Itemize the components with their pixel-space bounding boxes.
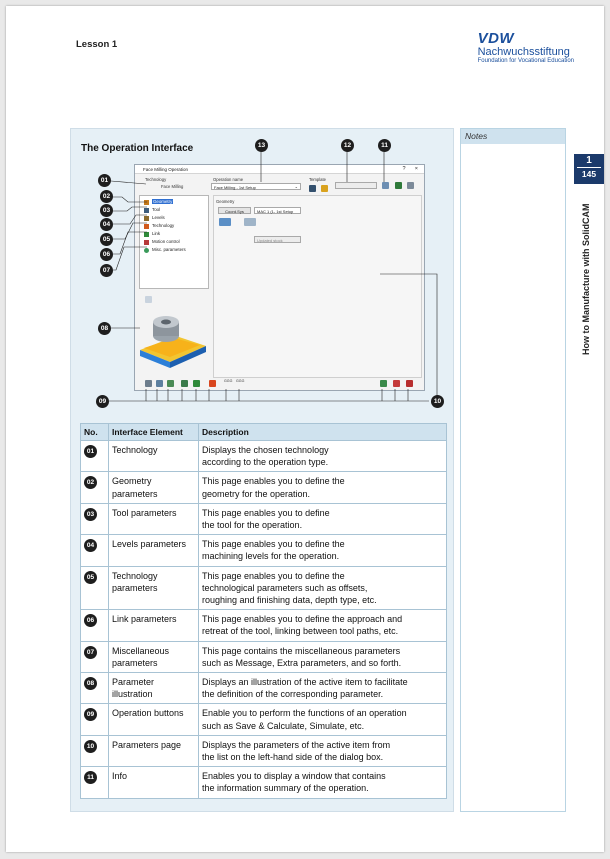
technology-value: Face Milling: [161, 184, 184, 189]
operation-name-label: Operation name: [213, 177, 244, 182]
geometry-section-label: Geometry: [216, 199, 235, 204]
row-description: Enable you to perform the functions of an operation such as Save & Calculate, Simulate, etc.: [199, 704, 447, 735]
tree-item-technology[interactable]: Technology: [144, 223, 174, 230]
callout-09: 09: [96, 395, 109, 408]
row-description: Displays the chosen technology according to the operation type.: [199, 441, 447, 472]
row-element: Parameters page: [109, 735, 199, 766]
row-description: Displays an illustration of the active item to facilitate the definition of the corresponding parameter.: [199, 673, 447, 704]
row-element: Tool parameters: [109, 503, 199, 534]
row-description: This page enables you to define the geometry for the operation.: [199, 472, 447, 503]
table-row: [81, 472, 447, 503]
gcode-generate-button[interactable]: GGG: [224, 379, 233, 383]
table-row: [81, 610, 447, 641]
operation-name-value: Face Milling - 1st Setup: [214, 185, 256, 190]
gcode-list-button[interactable]: GGG: [236, 379, 245, 383]
row-description: This page enables you to define the technological parameters such as offsets, roughing and finishing data, depth type, etc.: [199, 566, 447, 610]
row-element: Info: [109, 767, 199, 798]
tree-item-link[interactable]: Link: [144, 231, 160, 238]
callout-12: 12: [341, 139, 354, 152]
logo-name: Nachwuchsstiftung: [477, 46, 570, 58]
coord-sys-button[interactable]: Coord.Sys: [218, 207, 251, 214]
tree-item-levels[interactable]: Levels: [144, 215, 165, 222]
callout-08: 08: [98, 322, 111, 335]
row-number-badge: 08: [84, 677, 97, 690]
row-description: Displays the parameters of the active item from the list on the left-hand side of the dialog box.: [199, 735, 447, 766]
header-no: No.: [81, 424, 109, 441]
tree-item-misc-parameters[interactable]: Misc. parameters: [144, 247, 186, 254]
table-row: [81, 535, 447, 566]
row-number-badge: 10: [84, 740, 97, 753]
row-number-badge: 02: [84, 476, 97, 489]
callout-07: 07: [100, 264, 113, 277]
chapter-number: 1: [586, 155, 592, 166]
logo-vdw: VDW: [477, 30, 515, 47]
row-description: Enables you to display a window that contains the information summary of the operation.: [199, 767, 447, 798]
lesson-label: Lesson 1: [76, 39, 118, 50]
page-number: 145: [577, 167, 601, 180]
row-element: Link parameters: [109, 610, 199, 641]
close-icon[interactable]: ×: [414, 166, 418, 172]
row-element: Levels parameters: [109, 535, 199, 566]
template-label: Template: [309, 177, 326, 182]
row-description: This page contains the miscellaneous parameters such as Message, Extra parameters, and so forth.: [199, 641, 447, 672]
row-number-badge: 05: [84, 571, 97, 584]
tree-item-tool[interactable]: Tool: [144, 207, 160, 214]
row-element: Technology parameters: [109, 566, 199, 610]
callout-04: 04: [100, 218, 113, 231]
table-header-row: [81, 424, 447, 441]
table-row: [81, 767, 447, 798]
interface-elements-table: [80, 423, 447, 799]
row-description: This page enables you to define the approach and retreat of the tool, linking between tool paths, etc.: [199, 610, 447, 641]
book-title-vertical: How to Manufacture with SolidCAM: [581, 203, 591, 355]
table-row: [81, 441, 447, 472]
callout-01: 01: [98, 174, 111, 187]
row-element: Technology: [109, 441, 199, 472]
callout-06: 06: [100, 248, 113, 261]
callout-03: 03: [100, 204, 113, 217]
table-row: [81, 641, 447, 672]
row-description: This page enables you to define the tool for the operation.: [199, 503, 447, 534]
logo-tagline: Foundation for Vocational Education: [477, 58, 574, 64]
table-row: [81, 566, 447, 610]
row-element: Parameter illustration: [109, 673, 199, 704]
callout-10: 10: [431, 395, 444, 408]
help-icon[interactable]: ?: [402, 166, 406, 172]
notes-title: Notes: [461, 129, 565, 144]
table-row: [81, 673, 447, 704]
row-number-badge: 04: [84, 539, 97, 552]
callout-02: 02: [100, 190, 113, 203]
tree-item-geometry[interactable]: Geometry: [144, 199, 173, 206]
header-description: Description: [199, 424, 447, 441]
table-row: [81, 503, 447, 534]
coord-sys-value: MAC 1 (1- 1st Setup: [257, 209, 294, 214]
row-number-badge: 11: [84, 771, 97, 784]
chevron-down-icon: ⌄: [294, 184, 298, 189]
callout-13: 13: [255, 139, 268, 152]
row-number-badge: 09: [84, 708, 97, 721]
row-number-badge: 07: [84, 646, 97, 659]
updated-stock-value: Updated stock: [257, 238, 283, 243]
row-element: Operation buttons: [109, 704, 199, 735]
row-number-badge: 03: [84, 508, 97, 521]
callout-11: 11: [378, 139, 391, 152]
section-title: The Operation Interface: [81, 143, 194, 154]
table-row: [81, 704, 447, 735]
row-number-badge: 01: [84, 445, 97, 458]
row-number-badge: 06: [84, 614, 97, 627]
row-element: Miscellaneous parameters: [109, 641, 199, 672]
table-row: [81, 735, 447, 766]
tree-item-motion-control[interactable]: Motion control: [144, 239, 180, 246]
row-element: Geometry parameters: [109, 472, 199, 503]
row-description: This page enables you to define the machining levels for the operation.: [199, 535, 447, 566]
dialog-title-text: Face Milling Operation: [143, 167, 189, 172]
technology-label: Technology: [145, 177, 167, 182]
callout-05: 05: [100, 233, 113, 246]
header-element: Interface Element: [109, 424, 199, 441]
